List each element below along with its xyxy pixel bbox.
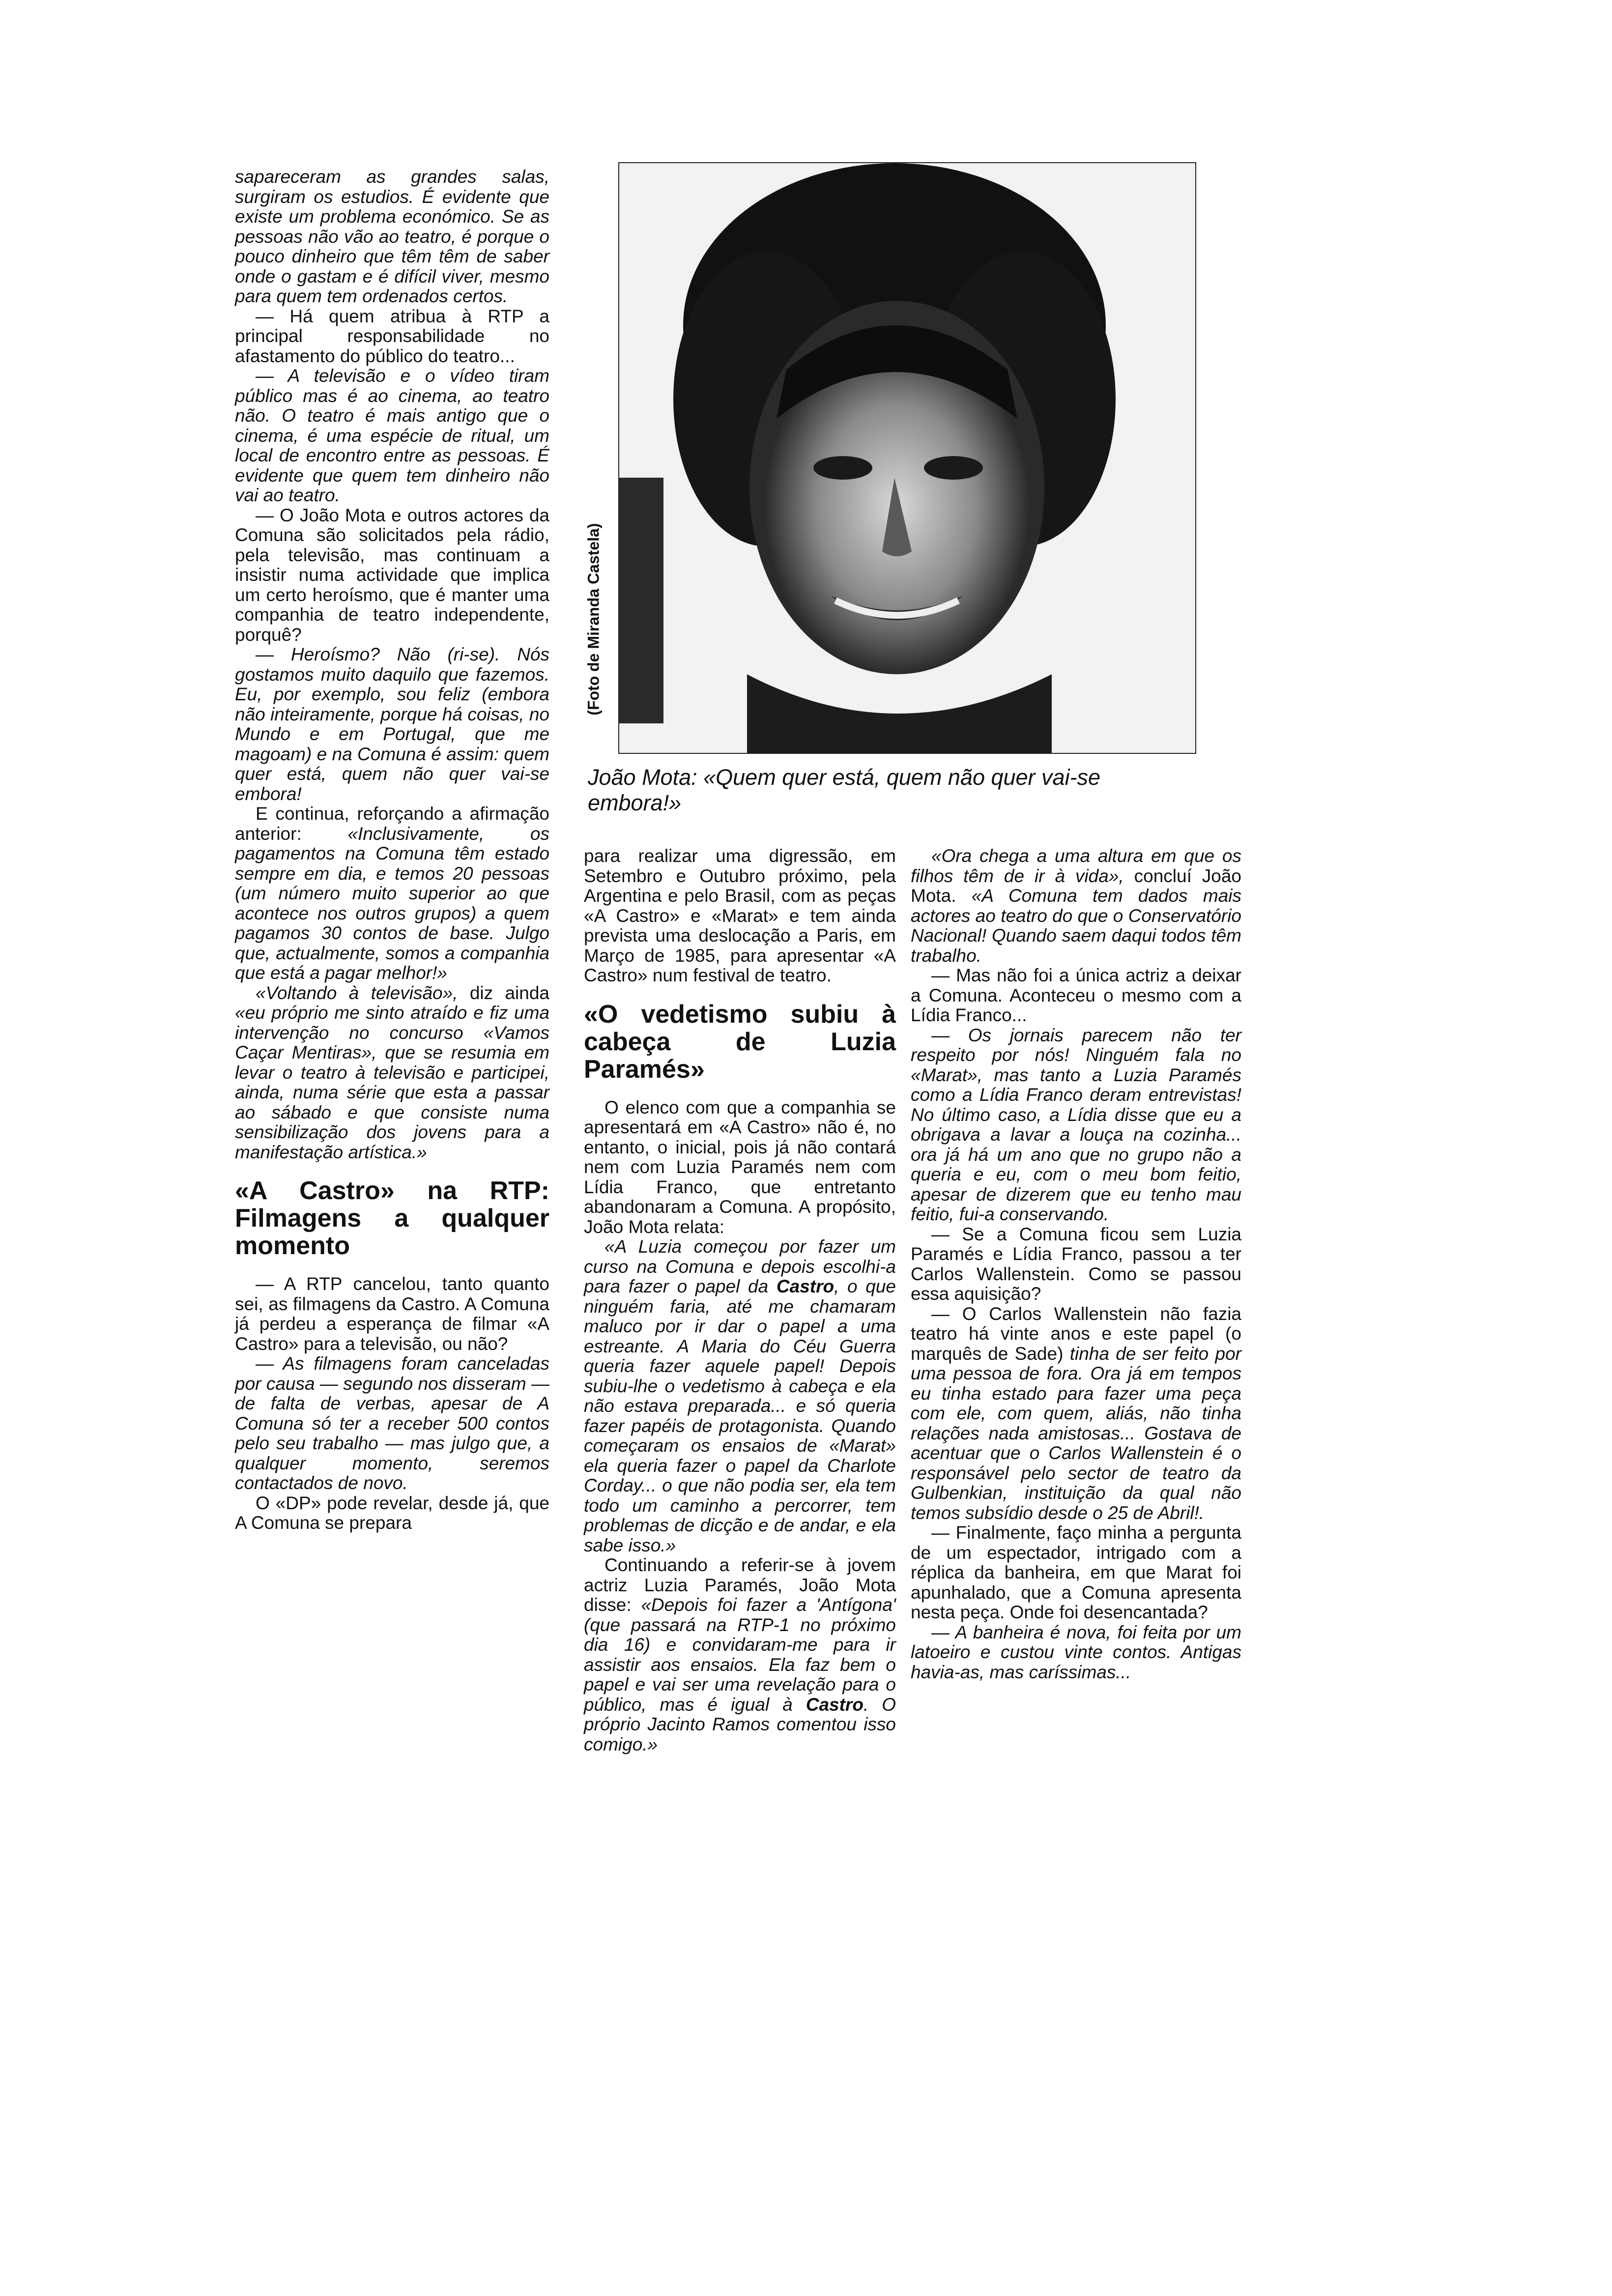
paragraph: para realizar uma digressão, em Setembro e Outubro próximo, pela Argentina e pelo Brasil, com as peças «A Castro» e «Marat» e tem ainda prevista uma deslocação a Paris, em Março de 1985, para apresentar «A Castro» num festival de teatro. (584, 846, 896, 985)
article-column-3 (911, 846, 1241, 1682)
paragraph: O elenco com que a companhia se apresentará em «A Castro» não é, no entanto, o inicial, pois já não contará nem com Luzia Paramés nem com Lídia Franco, que entretanto abandonaram a Comuna. A propósito, João Mota relata: (584, 1097, 896, 1237)
paragraph: — As filmagens foram canceladas por causa — segundo nos disseram — de falta de verbas, apesar de A Comuna só ter a receber 500 contos pelo seu trabalho — mas julgo que, a qualquer momento, seremos contactados de novo. (235, 1353, 549, 1493)
paragraph-lead: diz ainda (469, 982, 549, 1003)
quote-text: «Depois foi fazer a 'Antígona' (que passará na RTP-1 no próximo dia 16) e convidaram-me para ir assistir aos ensaios. Ela faz bem o papel e vai ser uma revelação para o público, mas é igual à (584, 1595, 896, 1715)
paragraph (584, 1237, 896, 1555)
play-title: Castro (806, 1694, 864, 1715)
paragraph-lead: concluí João Mota. (911, 865, 1242, 906)
spacer (584, 986, 896, 1001)
quote-text: «Inclusivamente, os pagamentos na Comuna têm estado sempre em dia, e temos 20 pessoas (um número muito superior ao que acontece nos outros grupos) a quem pagamos 30 contos de base. Julgo que, actualmente, somos a companhia que está a pagar melhor!» (235, 823, 549, 983)
spacer (584, 1083, 896, 1098)
paragraph (584, 1555, 896, 1754)
answer-text: tinha de ser feito por uma pessoa de fora. Ora já em tempos eu tinha estado para fazer uma peça com ele, com quem, aliás, não tinha relações nada amistosas... Gostava de acentuar que o Carlos Wallenstein é o responsável pelo sector de teatro da Gulbenkian, instituição da qual não temos subsídio desde o 25 de Abril!. (911, 1343, 1241, 1523)
section-heading: «O vedetismo subiu à cabeça de Luzia Paramés» (584, 1000, 896, 1084)
quote-text: «A Luzia começou por fazer um curso na Comuna e depois escolhi-a para fazer o papel da (584, 1236, 896, 1296)
paragraph: — Há quem atribua à RTP a principal responsabilidade no afastamento do público do teatro... (235, 306, 549, 366)
section-heading: «A Castro» na RTP: Filmagens a qualquer momento (235, 1177, 549, 1260)
paragraph-lead: Continuando a referir-se à jovem actriz Luzia Paramés, João Mota disse: (584, 1555, 896, 1615)
answer-intro: — O Carlos Wallenstein não fazia teatro há vinte anos e este papel (o marquês de Sade) (911, 1303, 1241, 1364)
paragraph (911, 846, 1241, 966)
photo-credit-text: (Foto de Miranda Castela) (584, 523, 603, 716)
quote-text: , o que ninguém faria, até me chamaram maluco por ir dar o papel a uma estreante. A Maria do Céu Guerra queria fazer aquele papel! Depois subiu-lhe o vedetismo à cabeça e ela não estava preparada... e só queria fazer papéis de protagonista. Quando começaram os ensaios de «Marat» ela queria fazer o papel da Charlote Corday... o que não podia ser, ela tem todo um caminho a percorrer, tem problemas de dicção e de andar, e ela sabe isso.» (584, 1276, 896, 1555)
paragraph: — O João Mota e outros actores da Comuna são solicitados pela rádio, pela televisão, mas continuam a insistir numa actividade que implica um certo heroísmo, que é manter uma companhia de teatro independente, porquê? (235, 505, 549, 645)
play-title: Castro (776, 1276, 835, 1296)
paragraph: — Os jornais parecem não ter respeito por nós! Ninguém fala no «Marat», mas tanto a Luzia Paramés como a Lídia Franco deram entrevistas! No último caso, a Lídia disse que eu a obrigava a lavar a louça na cozinha... ora já há um ano que no grupo não a queria e eu, com o meu bom feitio, apesar de dizerem que eu tenho mau feitio, fui-a conservando. (911, 1025, 1241, 1224)
paragraph: — Se a Comuna ficou sem Luzia Paramés e Lídia Franco, passou a ter Carlos Wallenstein. Como se passou essa aquisição? (911, 1224, 1241, 1304)
portrait-photo (618, 162, 1196, 754)
paragraph-lead: E continua, reforçando a afirmação anterior: (235, 804, 549, 844)
article-column-1 (235, 167, 549, 1533)
photo-credit (583, 482, 604, 757)
spacer (235, 1162, 549, 1177)
photo-image (619, 163, 1195, 753)
paragraph (911, 1304, 1241, 1523)
paragraph: O «DP» pode revelar, desde já, que A Comuna se prepara (235, 1492, 549, 1533)
paragraph: — A banheira é nova, foi feita por um latoeiro e custou vinte contos. Antigas havia-as, mas caríssimas... (911, 1622, 1241, 1682)
answer-text: Nós gostamos muito daquilo que fazemos. Eu, por exemplo, sou feliz (embora não inteiramente, porque há coisas, no Mundo e em Portugal, que me magoam) e na Comuna é assim: quem quer está, quem não quer vai-se embora! (235, 644, 549, 804)
quote-text: «Ora chega a uma altura em que os filhos têm de ir à vida», (911, 846, 1241, 886)
paragraph: — A televisão e o vídeo tiram público mas é ao cinema, ao teatro não. O teatro é mais antigo que o cinema, é uma espécie de ritual, um local de encontro entre as pessoas. É evidente que quem tem dinheiro não vai ao teatro. (235, 366, 549, 505)
answer-intro: — Heroísmo? Não (ri-se). (256, 644, 500, 664)
quote-text: «Voltando à televisão», (256, 982, 458, 1003)
spacer (235, 1260, 549, 1274)
paragraph (235, 804, 549, 983)
paragraph: — A RTP cancelou, tanto quanto sei, as filmagens da Castro. A Comuna já perdeu a esperança de filmar «A Castro» para a televisão, ou não? (235, 1274, 549, 1354)
article-column-2 (584, 846, 896, 1754)
paragraph (235, 983, 549, 1163)
quote-text: «A Comuna tem dados mais actores ao teatro do que o Conservatório Nacional! Quando saem daqui todos têm trabalho. (911, 886, 1242, 966)
paragraph: — Mas não foi a única actriz a deixar a Comuna. Aconteceu o mesmo com a Lídia Franco... (911, 965, 1241, 1025)
paragraph (235, 645, 549, 804)
paragraph: sapareceram as grandes salas, surgiram os estudios. É evidente que existe um problema económico. Se as pessoas não vão ao teatro, é porque o pouco dinheiro que têm têm de saber onde o gastam e é difícil viver, mesmo para quem tem ordenados certos. (235, 167, 549, 306)
quote-text: . O próprio Jacinto Ramos comentou isso comigo.» (584, 1694, 896, 1754)
quote-text: «eu próprio me sinto atraído e fiz uma intervenção no concurso «Vamos Caçar Mentiras», que se resumia em levar o teatro à televisão e participei, ainda, numa série que esta a passar ao sábado e que consiste numa sensibilização dos jovens para a manifestação artística.» (235, 1003, 549, 1162)
paragraph: — Finalmente, faço minha a pergunta de um espectador, intrigado com a réplica da banheira, em que Marat foi apunhalado, que a Comuna apresenta nesta peça. Onde foi desencantada? (911, 1522, 1241, 1622)
photo-caption: João Mota: «Quem quer está, quem não quer vai-se embora!» (588, 765, 1101, 815)
